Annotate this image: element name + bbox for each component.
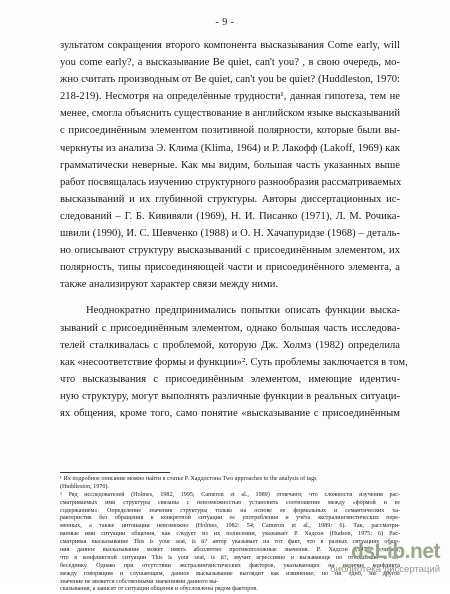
footnote-line: ваемые ими ситуации общения, как следует из их полисемии, указывает Р. Хадсон (Hudson, 1975: 6) Рас- <box>60 531 400 538</box>
text-line: следований – Г. Б. Кививяли (1969), Н. И. Писанко (1971), Л. М. Рочика- <box>60 210 400 222</box>
paragraph-1 <box>60 37 400 293</box>
page-number: - 9 - <box>215 17 235 28</box>
watermark <box>290 540 440 576</box>
watermark-logo: dsLib.net <box>351 540 440 563</box>
text-line: зультатом сокращения второго компонента высказывания Come early, will <box>60 40 400 51</box>
text-line: менее, смогла объяснить существование в английском языке высказываний <box>60 108 400 120</box>
footnote-line: беседнику. Однако при отсутствии экстралингвистических факторов, указывающих на наличие конфликта <box>60 562 400 569</box>
text-line: швили (1990), И. С. Шевченко (1988) и О. Н. Хачапуридзе (1968) – деталь- <box>60 228 400 240</box>
text-line: полярность, типы присоединяющей части и присоединённого элемента, а <box>60 262 400 274</box>
text-line: черкнуты из анализа Э. Клима (Klima, 1964) и Р. Лакофф (Lakoff, 1969) как <box>60 142 400 154</box>
watermark-subtitle: библиотека диссертаций <box>330 564 440 575</box>
text-line: ях общения, кроме того, само понятие «высказывание с присоединённым <box>60 407 400 419</box>
footnote-line: что в конфликтной ситуации This is your seat, is it?, звучит агрессивно и вызывающе по отношению к со- <box>60 554 400 561</box>
text-line: Неоднократно предпринимались попытки описать функции выска- <box>86 305 400 317</box>
text-line: высказываний и их глубинной структуры. Авторы диссертационных ис- <box>60 193 400 205</box>
text-line: 218-219). Несмотря на определённые трудности¹, данная гипотеза, тем не <box>60 91 400 103</box>
text-line: как «несоответствие формы и функции»². Суть проблемы заключается в том, <box>60 356 408 368</box>
text-line: работ посвящалась изучению структурного разнообразия рассматриваемых <box>60 176 402 188</box>
footnotes <box>60 476 400 594</box>
footnote-line: (Huddleston, 1970). <box>60 483 109 490</box>
footnote-line: менных, а также интонации невозможно (Holmes, 1982: 54; Cameron et al., 1989: 6). Так, рассматри- <box>60 523 400 530</box>
paragraph-2 <box>60 302 408 422</box>
footnote-line: сматриваемых ими структуры связаны с невозможностью установить соотношение между «формой и ее <box>60 499 400 506</box>
footnote-line: сказывания, а зависят от ситуации общения и обусловлены рядом факторов. <box>60 586 258 593</box>
footnote-line: ¹ Их подробное описание можно найти в статье Р. Хаддлстона Two approaches to the analysis of tags <box>60 476 317 482</box>
text-line: грамматически неверные. Как мы видим, большая часть указанных выше <box>60 159 400 171</box>
footnote-divider <box>60 472 170 473</box>
paragraph-gap <box>60 293 400 302</box>
text-line: ную структуру, могут выполнять различные функции в реальных ситуаци- <box>60 390 400 402</box>
text-line: также анализируют характер связи между ними. <box>60 279 279 291</box>
body-text <box>60 37 408 422</box>
footnote-line: между говорящим и слушающим, данное высказывание выглядит как извинение; но ни одно, ни другое <box>60 570 400 577</box>
text-line: жно считать производным от Be quiet, can't you be quiet? (Huddleston, 1970: <box>60 74 400 86</box>
text-line: зываний с присоединённым элементом, однако большая часть исследова- <box>60 322 400 334</box>
text-line: но описывают структуру высказываний с присоединённым элементом, их <box>60 245 400 257</box>
footnote-line: содержанием». Определение значения структуры только на основе ее формальных и семантических ха- <box>60 507 400 514</box>
text-line: что высказывания с присоединённым элементом, имеющие идентич- <box>60 373 400 385</box>
footnote-line: рактеристик без обращения к конкретной ситуации ее употребления и учёта экстралингвистических пере- <box>60 515 400 522</box>
footnote-line: значение не является собственными значениями данного вы- <box>60 578 219 585</box>
footnote-line: сматривая высказывание This is your seat, is it? автор указывает на тот факт, что в разных ситуациях обще- <box>60 539 400 546</box>
text-line: телей сталкивалась с проблемой, которую Дж. Холмз (1982) определила <box>60 339 400 351</box>
text-line: you come early?, а высказывание Be quiet, can't you? , в свою очередь, мо- <box>60 57 400 69</box>
text-line: с присоединённым элементом позитивной полярности, которые были вы- <box>60 125 400 137</box>
footnote-line: ² Ряд исследователей (Holmes, 1982, 1995; Cameron et al., 1989) отмечают, что сложности изучения рас- <box>60 491 400 498</box>
footnote-line: ния данное высказывание может иметь абсолютно противоположные значения. Р. Хадсон (1975) считает, <box>60 547 400 554</box>
